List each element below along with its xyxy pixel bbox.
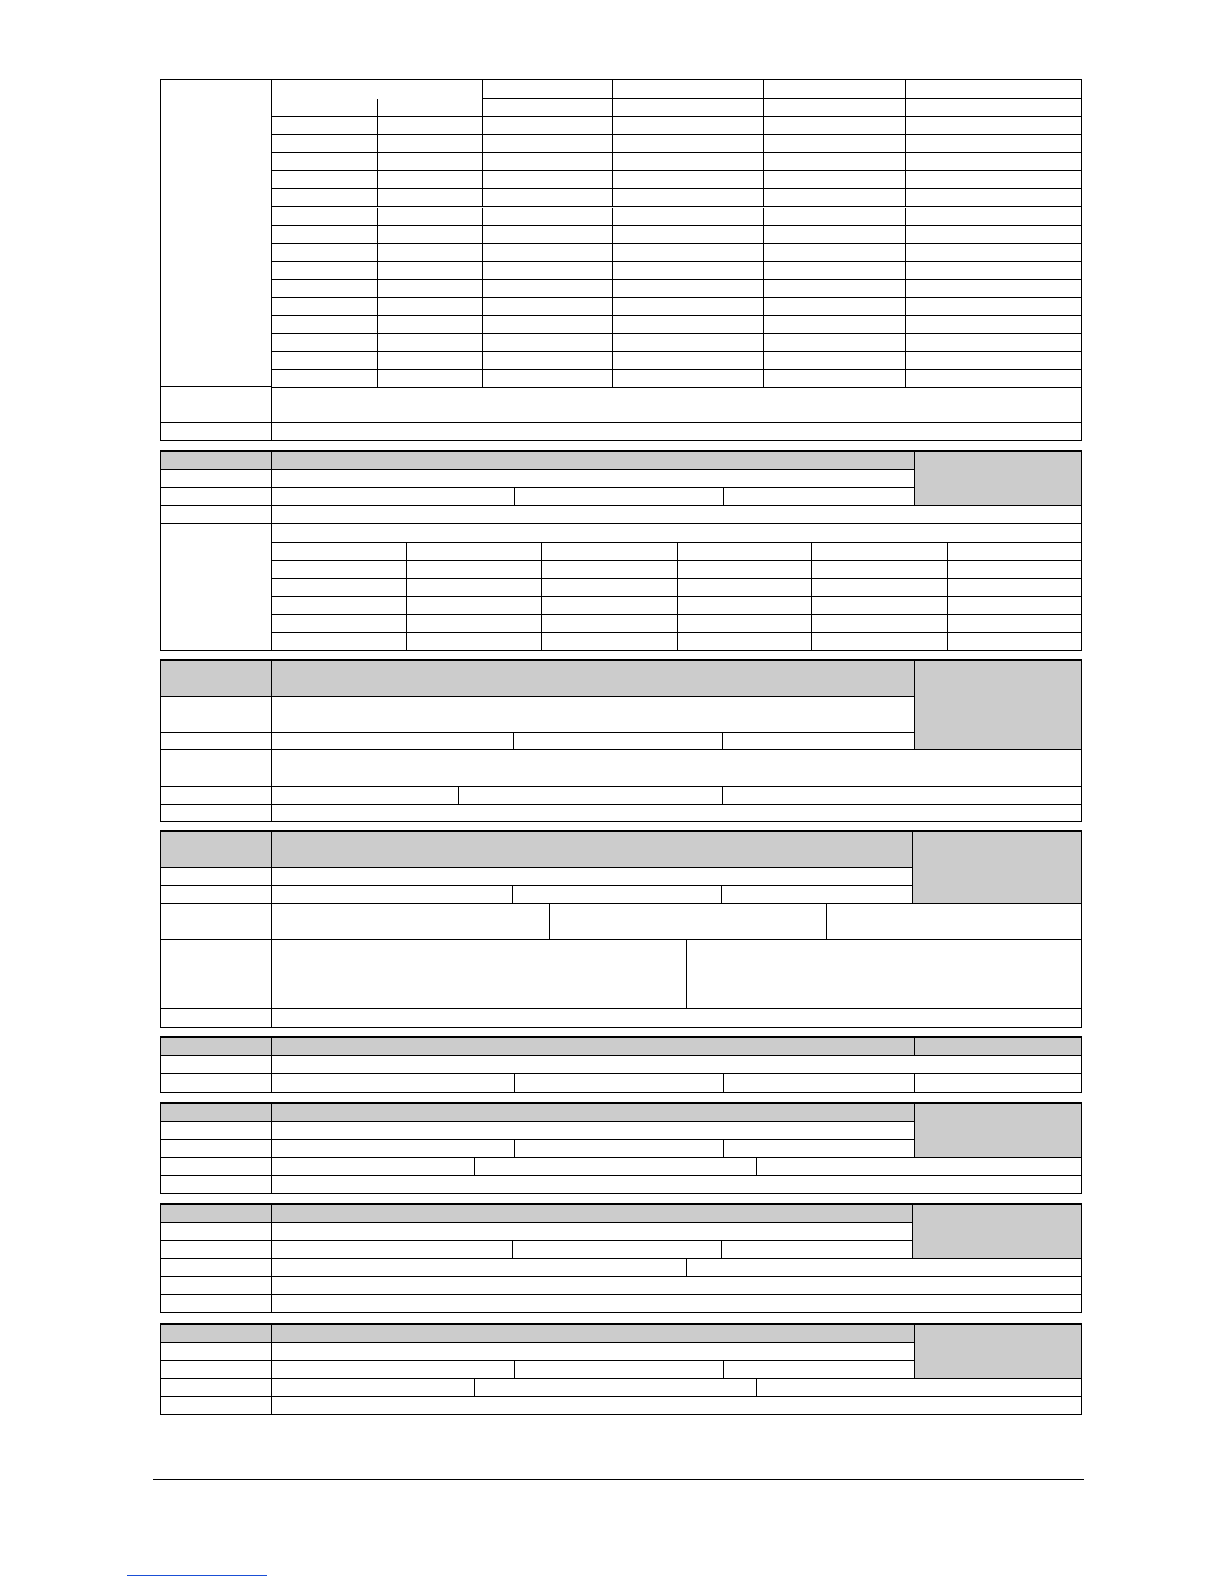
table1-subgrid-cell [272, 561, 407, 579]
table1-subgrid-cell [678, 579, 812, 597]
grid-cell [272, 262, 378, 280]
table2-header-title [272, 661, 915, 697]
table7-row-value [272, 1343, 915, 1361]
table2-row-value [272, 733, 514, 750]
grid-cell [272, 298, 378, 316]
grid-cell [272, 316, 378, 334]
form-table-1 [160, 450, 1082, 651]
table6-row-value [687, 1259, 1081, 1277]
detail-grid-table [160, 79, 1082, 441]
table2-row-value [272, 750, 1081, 787]
table3-row-value [272, 904, 550, 940]
table1-subgrid-cell [272, 597, 407, 615]
grid-cell [906, 244, 1081, 262]
grid-cell [613, 334, 764, 352]
table1-subgrid-cell [678, 615, 812, 633]
table1-subgrid-title [272, 524, 1081, 543]
table3-row-value [827, 904, 1081, 940]
table5-row-value [272, 1176, 1081, 1194]
grid-header-cell [272, 80, 483, 99]
table1-subgrid-cell [948, 633, 1081, 651]
table1-row-label [161, 506, 272, 524]
grid-cell [613, 189, 764, 207]
grid-header-cell [378, 99, 483, 117]
table1-subgrid-cell [407, 615, 542, 633]
grid-cell [483, 298, 613, 316]
table3-row-value [687, 940, 1081, 1009]
table7-header-label [161, 1325, 272, 1343]
table6-row-value [722, 1241, 913, 1259]
table6-row-label [161, 1277, 272, 1295]
grid-last-value [272, 423, 1081, 440]
footer-link-underline[interactable] [127, 1575, 267, 1576]
grid-cell [272, 280, 378, 298]
grid-cell [906, 189, 1081, 207]
table4-row-value [272, 1074, 515, 1093]
table3-header-label [161, 832, 272, 868]
table1-subgrid-cell [812, 543, 948, 561]
table5-row-label [161, 1158, 272, 1176]
table3-photo-box [913, 832, 1081, 904]
grid-header-cell [613, 80, 764, 99]
form-table-3 [160, 830, 1082, 1028]
table7-row-value [515, 1361, 724, 1379]
table1-subgrid-cell [948, 579, 1081, 597]
table3-row-value [513, 886, 722, 904]
table1-row-value [272, 488, 515, 506]
table3-row-label [161, 904, 272, 940]
table4-row-value [724, 1074, 915, 1093]
grid-cell [764, 135, 906, 153]
table1-subgrid-cell [812, 561, 948, 579]
table2-row-value [514, 733, 723, 750]
grid-cell [272, 117, 378, 135]
table6-row-value [272, 1241, 513, 1259]
table4-row-value [272, 1056, 1081, 1074]
form-table-5 [160, 1102, 1082, 1194]
grid-cell [906, 316, 1081, 334]
table3-row-value [272, 940, 687, 1009]
grid-cell [906, 171, 1081, 189]
table6-row-label [161, 1259, 272, 1277]
table1-header-title [272, 452, 915, 470]
grid-cell [378, 153, 483, 171]
table2-row-value [272, 697, 915, 733]
grid-cell [483, 280, 613, 298]
grid-cell [764, 171, 906, 189]
table2-row-value [723, 733, 915, 750]
table4-row-label [161, 1074, 272, 1093]
table3-row-label [161, 1009, 272, 1028]
grid-cell [613, 153, 764, 171]
grid-header-cell [272, 99, 378, 117]
table1-subgrid-cell [678, 633, 812, 651]
form-table-4 [160, 1036, 1082, 1093]
grid-cell [378, 208, 483, 226]
table1-subgrid-cell [407, 579, 542, 597]
grid-header-cell [483, 80, 613, 99]
table5-row-value [272, 1122, 915, 1140]
table1-subgrid-cell [678, 543, 812, 561]
table5-header-title [272, 1104, 915, 1122]
grid-cell [613, 117, 764, 135]
table1-subgrid-cell [542, 597, 678, 615]
table1-subgrid-cell [407, 561, 542, 579]
grid-cell [272, 171, 378, 189]
grid-cell [378, 189, 483, 207]
table5-row-value [757, 1158, 1081, 1176]
grid-cell [378, 280, 483, 298]
table1-row-label [161, 470, 272, 488]
table2-row-value [723, 787, 1081, 805]
grid-cell [483, 352, 613, 370]
grid-footer-value [272, 387, 1081, 423]
grid-cell [483, 262, 613, 280]
table3-row-value [272, 1009, 1081, 1028]
grid-cell [764, 316, 906, 334]
grid-cell [906, 226, 1081, 244]
table6-row-label [161, 1241, 272, 1259]
table7-row-value [757, 1379, 1081, 1397]
table2-row-value [459, 787, 723, 805]
grid-cell [483, 171, 613, 189]
table7-row-value [272, 1397, 1081, 1415]
table6-row-value [272, 1277, 1081, 1295]
grid-cell [378, 352, 483, 370]
grid-cell [378, 244, 483, 262]
grid-cell [483, 370, 613, 388]
grid-header-cell [764, 99, 906, 117]
table1-subgrid-cell [948, 597, 1081, 615]
table5-row-label [161, 1122, 272, 1140]
table6-row-value [513, 1241, 722, 1259]
grid-cell [613, 226, 764, 244]
form-table-6 [160, 1203, 1082, 1313]
grid-cell [378, 334, 483, 352]
grid-cell [378, 135, 483, 153]
table1-row-label [161, 488, 272, 506]
table1-subgrid-cell [272, 579, 407, 597]
table1-subgrid-cell [542, 633, 678, 651]
grid-cell [906, 117, 1081, 135]
grid-cell [613, 208, 764, 226]
table4-header-title [272, 1038, 915, 1056]
grid-cell [906, 352, 1081, 370]
table1-subgrid-cell [542, 561, 678, 579]
grid-cell [906, 135, 1081, 153]
table4-row-value [915, 1074, 1081, 1093]
table1-subgrid-cell [272, 615, 407, 633]
grid-cell [906, 153, 1081, 171]
table7-row-value [272, 1379, 475, 1397]
table3-row-value [722, 886, 913, 904]
grid-cell [764, 189, 906, 207]
grid-cell [613, 171, 764, 189]
table1-subgrid-cell [407, 633, 542, 651]
grid-cell [764, 244, 906, 262]
grid-cell [272, 208, 378, 226]
table2-row-label [161, 750, 272, 787]
table1-row-value [724, 488, 915, 506]
grid-cell [764, 153, 906, 171]
grid-cell [613, 298, 764, 316]
table7-row-label [161, 1397, 272, 1415]
grid-cell [613, 244, 764, 262]
table1-subgrid-cell [812, 615, 948, 633]
table1-subgrid-cell [812, 633, 948, 651]
table2-row-label [161, 805, 272, 822]
table3-row-label [161, 940, 272, 1009]
table6-row-label [161, 1295, 272, 1313]
grid-cell [483, 316, 613, 334]
grid-cell [906, 280, 1081, 298]
table6-header-label [161, 1205, 272, 1223]
grid-cell [613, 352, 764, 370]
table1-subgrid-cell [272, 633, 407, 651]
table4-header-extra [915, 1038, 1081, 1056]
grid-cell [483, 117, 613, 135]
grid-cell [378, 171, 483, 189]
grid-cell [906, 262, 1081, 280]
form-table-7 [160, 1323, 1082, 1415]
table3-row-value [272, 886, 513, 904]
grid-cell [378, 298, 483, 316]
grid-cell [764, 352, 906, 370]
footer-rule [153, 1479, 1084, 1480]
grid-cell [613, 316, 764, 334]
table2-row-value [272, 787, 459, 805]
table7-row-label [161, 1361, 272, 1379]
table1-row-value [272, 470, 915, 488]
table5-header-label [161, 1104, 272, 1122]
grid-cell [764, 208, 906, 226]
grid-cell [272, 352, 378, 370]
table1-subgrid-cell [272, 543, 407, 561]
table2-row-value [272, 805, 1081, 822]
table5-row-label [161, 1140, 272, 1158]
grid-cell [272, 334, 378, 352]
form-table-2 [160, 659, 1082, 822]
grid-cell [764, 334, 906, 352]
table1-subgrid-cell [948, 615, 1081, 633]
grid-cell [378, 262, 483, 280]
grid-cell [378, 226, 483, 244]
grid-cell [764, 117, 906, 135]
grid-cell [483, 208, 613, 226]
grid-cell [906, 298, 1081, 316]
table2-row-label [161, 733, 272, 750]
table1-header-label [161, 452, 272, 470]
table1-row-value [515, 488, 724, 506]
table7-row-value [475, 1379, 757, 1397]
grid-header-cell [483, 99, 613, 117]
table6-row-value [272, 1223, 913, 1241]
table1-subgrid-cell [812, 597, 948, 615]
grid-cell [483, 189, 613, 207]
grid-cell [483, 244, 613, 262]
table6-photo-box [913, 1205, 1081, 1259]
grid-cell [613, 370, 764, 388]
grid-cell [764, 370, 906, 388]
grid-header-cell [764, 80, 906, 99]
table5-row-value [475, 1158, 757, 1176]
table1-subgrid-cell [948, 543, 1081, 561]
table4-row-label [161, 1056, 272, 1074]
table3-row-label [161, 868, 272, 886]
table7-row-label [161, 1379, 272, 1397]
grid-cell [764, 280, 906, 298]
table1-subgrid-cell [948, 561, 1081, 579]
table2-row-label [161, 697, 272, 733]
grid-cell [613, 262, 764, 280]
table1-subgrid-cell [407, 543, 542, 561]
table7-photo-box [915, 1325, 1081, 1379]
grid-cell [764, 262, 906, 280]
grid-cell [764, 226, 906, 244]
table1-subgrid-cell [542, 543, 678, 561]
grid-cell [272, 244, 378, 262]
grid-cell [906, 370, 1081, 388]
grid-cell [272, 189, 378, 207]
table5-photo-box [915, 1104, 1081, 1158]
table7-row-label [161, 1343, 272, 1361]
grid-cell [272, 135, 378, 153]
grid-footer-label [161, 387, 272, 423]
grid-cell [378, 316, 483, 334]
table4-header-label [161, 1038, 272, 1056]
grid-cell [483, 334, 613, 352]
grid-label-cell [161, 80, 272, 387]
grid-cell [378, 117, 483, 135]
table5-row-label [161, 1176, 272, 1194]
table1-subgrid-cell [678, 561, 812, 579]
table1-subgrid-cell [812, 579, 948, 597]
table3-row-label [161, 886, 272, 904]
table2-photo-box [915, 661, 1081, 750]
table2-header-label [161, 661, 272, 697]
table1-subgrid-label [161, 524, 272, 651]
grid-cell [483, 135, 613, 153]
grid-cell [272, 226, 378, 244]
grid-cell [613, 135, 764, 153]
grid-header-cell [906, 99, 1081, 117]
table3-row-value [550, 904, 827, 940]
table3-row-value [272, 868, 913, 886]
grid-cell [483, 153, 613, 171]
table7-row-value [272, 1361, 515, 1379]
table3-header-title [272, 832, 913, 868]
grid-cell [272, 370, 378, 388]
table2-row-label [161, 787, 272, 805]
table1-subgrid-cell [407, 597, 542, 615]
table4-row-value [515, 1074, 724, 1093]
table5-row-value [272, 1158, 475, 1176]
table5-row-value [515, 1140, 724, 1158]
table6-header-title [272, 1205, 913, 1223]
table1-photo-box [915, 452, 1081, 506]
table1-row-value [272, 506, 1081, 524]
table1-subgrid-cell [542, 615, 678, 633]
grid-cell [483, 226, 613, 244]
table6-row-value [272, 1295, 1081, 1313]
table7-row-value [724, 1361, 915, 1379]
table7-header-title [272, 1325, 915, 1343]
grid-cell [272, 153, 378, 171]
grid-header-cell [906, 80, 1081, 99]
table1-subgrid-cell [678, 597, 812, 615]
table6-row-value [272, 1259, 687, 1277]
grid-cell [378, 370, 483, 388]
grid-cell [906, 334, 1081, 352]
table5-row-value [272, 1140, 515, 1158]
table6-row-label [161, 1223, 272, 1241]
grid-cell [613, 280, 764, 298]
grid-header-cell [613, 99, 764, 117]
grid-cell [906, 208, 1081, 226]
table5-row-value [724, 1140, 915, 1158]
table1-subgrid-cell [542, 579, 678, 597]
grid-cell [764, 298, 906, 316]
grid-last-label [161, 423, 272, 440]
